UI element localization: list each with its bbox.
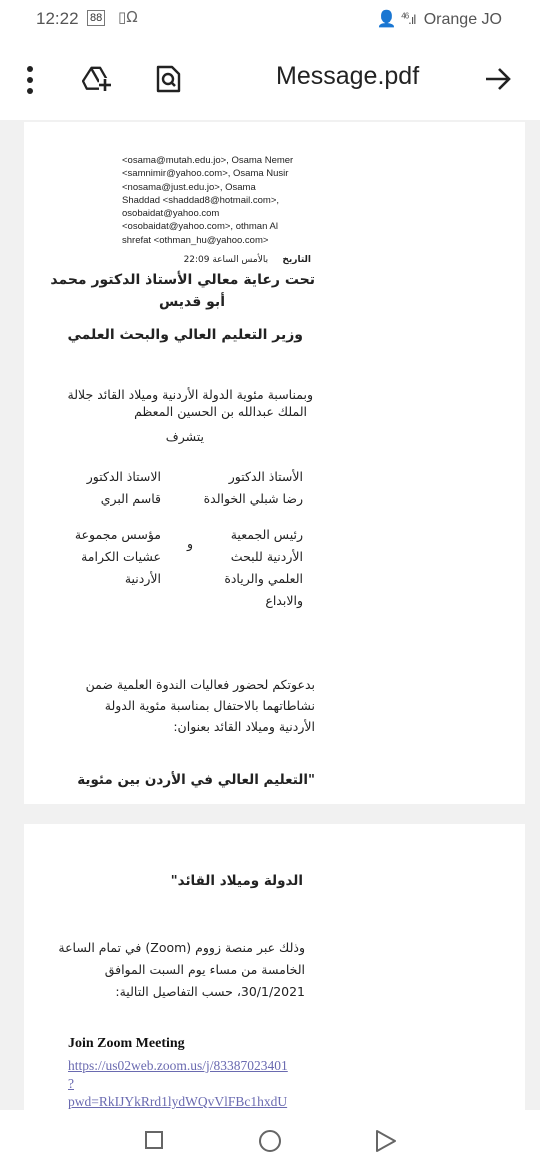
host-left-spacer (51, 510, 161, 524)
sponsor-line-1: تحت رعاية معالي الأستاذ الدكتور محمد (50, 272, 315, 288)
seminar-topic-part-2: الدولة وميلاد القائد" (170, 873, 303, 889)
add-to-drive-icon[interactable] (82, 64, 112, 94)
occasion-line-1: وبمناسبة مئوية الدولة الأردنية وميلاد القائد جلالة (67, 387, 313, 402)
search-document-icon[interactable] (153, 64, 183, 94)
details-line: 30/1/2021، حسب التفاصيل التالية: (115, 984, 305, 999)
details-line: وذلك عبر منصة زووم (Zoom) في تمام الساعة (58, 940, 305, 955)
conjunction: و (186, 536, 193, 551)
battery-indicator: 88 (87, 10, 105, 26)
honored-text: يتشرف (165, 429, 204, 444)
host-left-block (51, 466, 161, 590)
host-left-line: الاستاذ الدكتور (86, 469, 161, 484)
more-vert-icon[interactable] (25, 66, 35, 96)
signal-icon: $^{46}$.ıl (401, 11, 416, 27)
host-left-line: الأردنية (124, 571, 161, 586)
pdf-viewer-toolbar (0, 40, 540, 120)
recipient-line: <nosama@just.edu.jo>, Osama (122, 181, 256, 193)
host-right-line: والابداع (265, 593, 303, 608)
recents-square-icon[interactable] (145, 1131, 163, 1149)
status-time: 12:22 (36, 9, 79, 28)
zoom-link-line[interactable]: pwd=RkIJYkRrd1lydWQvVlFBc1hxdU (68, 1094, 288, 1109)
pdf-page-2 (24, 824, 525, 1110)
date-value: بالأمس الساعة 22:09 (183, 255, 269, 265)
recipient-line: <osama@mutah.edu.jo>, Osama Nemer (122, 155, 294, 166)
host-left-line: عشيات الكرامة (81, 549, 161, 564)
invite-line: بدعوتكم لحضور فعاليات الندوة العلمية ضمن (85, 677, 315, 692)
invite-line: الأردنية وميلاد القائد بعنوان: (173, 719, 315, 734)
recipient-line: osobaidat@yahoo.com (122, 208, 220, 220)
carrier-name: Orange JO (423, 11, 502, 28)
zoom-link-line[interactable]: ? (68, 1076, 74, 1091)
recipients-list (122, 154, 342, 247)
share-forward-icon[interactable] (483, 64, 513, 94)
host-right-line: رضا شبلي الخوالدة (203, 491, 303, 506)
date-line (184, 255, 311, 265)
occasion-line-2: الملك عبدالله بن الحسين المعظم (134, 404, 307, 419)
sponsor-line-2: أبو قديس (158, 294, 225, 310)
document-viewer[interactable] (0, 120, 540, 1110)
host-right-block (163, 466, 303, 612)
status-bar (0, 0, 540, 38)
invitation-text (45, 674, 315, 737)
notification-icons: ▯​Ω (118, 8, 138, 26)
zoom-heading: Join Zoom Meeting (68, 1036, 185, 1051)
back-triangle-icon[interactable] (373, 1129, 397, 1153)
seminar-topic-part-1: "التعليم العالي في الأردن بين مئوية (77, 772, 315, 788)
person-icon: 👤 (376, 11, 397, 28)
host-left-line: قاسم البري (100, 491, 161, 506)
invite-line: نشاطاتهما بالاحتفال بمناسبة مئوية الدولة (104, 698, 315, 713)
document-title: Message.pdf (276, 62, 420, 90)
recipient-line: shrefat <othman_hu@yahoo.com> (122, 234, 269, 246)
host-right-line: رئيس الجمعية (230, 527, 303, 542)
details-line: الخامسة من مساء يوم السبت الموافق (104, 962, 305, 977)
network-status (377, 9, 502, 29)
host-right-line: العلمي والريادة (224, 571, 303, 586)
recipient-line: <osobaidat@yahoo.com>, othman Al (122, 221, 278, 233)
zoom-link-line[interactable]: https://us02web.zoom.us/j/83387023401 (68, 1058, 288, 1073)
host-right-line: الأردنية للبحث (230, 549, 303, 564)
host-right-spacer (163, 510, 303, 524)
zoom-meeting-link[interactable] (68, 1057, 348, 1110)
system-nav-bar (0, 1110, 540, 1170)
date-label: التاريخ (282, 255, 311, 265)
meeting-details (35, 937, 305, 1003)
minister-title: وزير التعليم العالي والبحث العلمي (67, 327, 303, 343)
host-left-line: مؤسس مجموعة (74, 527, 161, 542)
recipient-line: <samnimir@yahoo.com>, Osama Nusir (122, 168, 289, 180)
recipient-line: Shaddad <shaddad8@hotmail.com>, (122, 194, 280, 206)
pdf-page-1 (24, 122, 525, 804)
host-right-line: الأستاذ الدكتور (228, 469, 303, 484)
home-circle-icon[interactable] (259, 1130, 281, 1152)
